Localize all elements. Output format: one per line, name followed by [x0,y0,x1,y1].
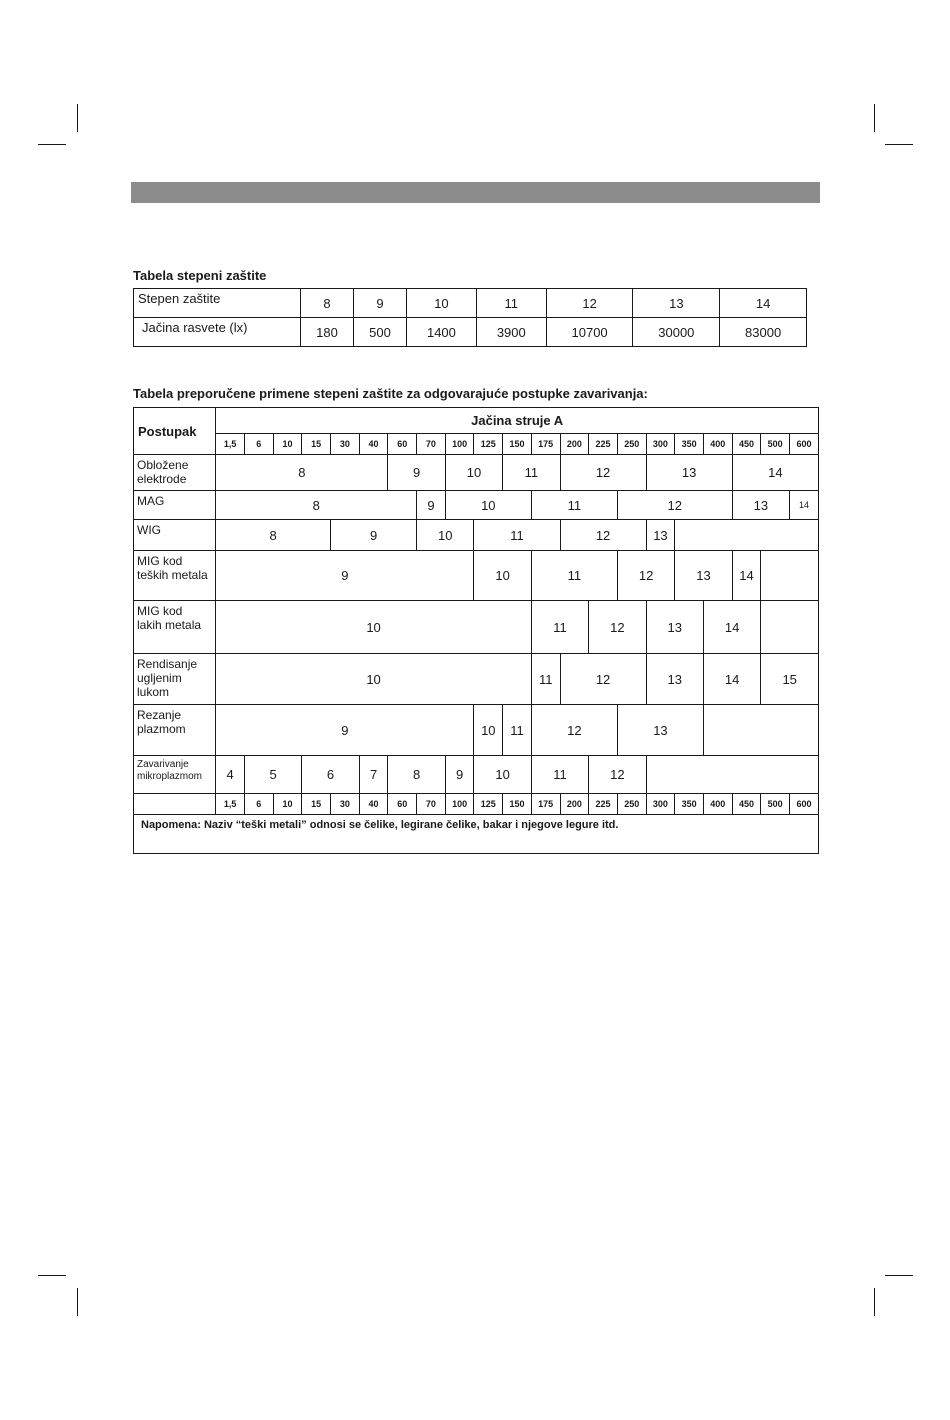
current-tick: 200 [560,794,589,815]
process-name-line: Obložene [137,458,189,472]
level-span: 10 [216,601,532,654]
empty-span [646,756,818,794]
table-row [134,455,819,491]
lux-cell: 1400 [407,318,477,347]
table-row [134,654,819,705]
current-tick: 100 [445,434,474,455]
current-tick: 70 [417,434,446,455]
lux-cell: 500 [354,318,407,347]
level-cell: 9 [354,289,407,318]
current-tick: 1,5 [216,434,245,455]
row-label-lux: Jačina rasvete (lx) [134,318,301,347]
current-tick: 40 [359,434,388,455]
table-row [134,705,819,756]
table1-title: Tabela stepeni zaštite [133,268,267,283]
level-cell: 14 [720,289,807,318]
level-span: 13 [646,455,732,491]
current-tick: 15 [302,794,331,815]
empty-span [761,601,819,654]
crop-mark-bottom-right-h [885,1275,913,1276]
footnote: Napomena: Naziv “teški metali” odnosi se čelike, legirane čelike, bakar i njegove legure itd. [134,815,819,854]
current-tick: 15 [302,434,331,455]
level-span: 11 [474,520,560,551]
lux-cell: 3900 [476,318,546,347]
row-label-level: Stepen zaštite [134,289,301,318]
process-name [134,756,216,794]
level-span: 10 [445,455,502,491]
current-tick: 350 [675,434,704,455]
process-name-line: lukom [137,685,170,699]
process-name [134,654,216,705]
process-name-line: MIG kod [137,604,183,618]
corner-label: Postupak [134,408,216,455]
level-span: 13 [675,551,732,601]
current-tick: 450 [732,794,761,815]
table-row [134,756,819,794]
process-name [134,455,216,491]
process-name-line: plazmom [137,722,186,736]
process-name-line: Zavarivanje [137,759,189,770]
current-tick: 250 [617,434,646,455]
level-span: 12 [531,705,617,756]
level-span: 11 [503,455,560,491]
level-span: 5 [244,756,301,794]
current-tick: 100 [445,794,474,815]
process-name [134,551,216,601]
level-span: 6 [302,756,359,794]
level-span: 12 [617,551,674,601]
table-row [134,551,819,601]
level-cell: 8 [301,289,354,318]
level-span: 9 [216,551,474,601]
level-span: 14 [790,491,819,520]
process-name-line: MIG kod [137,554,183,568]
current-tick: 60 [388,434,417,455]
current-tick: 30 [331,794,360,815]
current-tick: 6 [244,794,273,815]
level-span: 9 [417,491,446,520]
crop-mark-top-left-v [77,104,78,132]
process-name [134,705,216,756]
lux-cell: 83000 [720,318,807,347]
current-tick: 125 [474,434,503,455]
process-name-line: Rezanje [137,708,182,722]
current-tick: 125 [474,794,503,815]
level-span: 4 [216,756,245,794]
table-row [134,491,819,520]
level-span: 14 [732,455,818,491]
current-tick: 10 [273,794,302,815]
level-span: 8 [388,756,445,794]
section-header-bar [131,182,820,203]
protection-level-table [133,288,807,347]
level-span: 9 [331,520,417,551]
level-span: 12 [589,601,646,654]
level-span: 8 [216,491,417,520]
level-span: 13 [617,705,703,756]
current-tick: 300 [646,434,675,455]
level-span: 9 [445,756,474,794]
crop-mark-top-left-h [38,144,66,145]
level-span: 12 [560,520,646,551]
level-span: 14 [703,654,760,705]
current-tick: 225 [589,434,618,455]
level-span: 11 [503,705,532,756]
current-tick: 30 [331,434,360,455]
level-span: 11 [531,756,588,794]
current-tick: 150 [503,794,532,815]
current-tick: 450 [732,434,761,455]
level-span: 7 [359,756,388,794]
empty-span [703,705,818,756]
process-name: WIG [134,520,216,551]
crop-mark-bottom-left-v [77,1288,78,1316]
level-span: 11 [531,491,617,520]
level-span: 8 [216,455,388,491]
current-tick: 400 [703,794,732,815]
empty-span [675,520,819,551]
level-span: 11 [531,654,560,705]
crop-mark-top-right-v [874,104,875,132]
process-name-line: mikroplazmom [137,771,203,782]
crop-mark-top-right-h [885,144,913,145]
lux-cell: 10700 [546,318,633,347]
current-ticks-bottom [134,794,819,815]
level-span: 14 [703,601,760,654]
tick-corner [134,794,216,815]
process-name-line: teških metala [137,568,208,582]
current-tick: 500 [761,794,790,815]
current-tick: 150 [503,434,532,455]
level-span: 10 [474,705,503,756]
process-name-line: elektrode [137,472,187,486]
level-span: 9 [388,455,445,491]
level-span: 10 [445,491,531,520]
current-tick: 175 [531,794,560,815]
level-cell: 11 [476,289,546,318]
level-span: 13 [646,520,675,551]
level-span: 13 [646,601,703,654]
current-tick: 500 [761,434,790,455]
current-tick: 350 [675,794,704,815]
table-row [134,601,819,654]
current-ticks-top [134,434,819,455]
table2-title: Tabela preporučene primene stepeni zaštite za odgovarajuće postupke zavarivanja: [133,386,648,401]
level-span: 15 [761,654,819,705]
welding-process-table [133,407,819,854]
crop-mark-bottom-left-h [38,1275,66,1276]
table-row [134,520,819,551]
level-span: 12 [560,455,646,491]
current-tick: 300 [646,794,675,815]
current-tick: 70 [417,794,446,815]
current-tick: 600 [790,434,819,455]
process-name-line: Rendisanje [137,657,198,671]
level-span: 10 [474,551,531,601]
current-tick: 250 [617,794,646,815]
current-tick: 175 [531,434,560,455]
current-tick: 60 [388,794,417,815]
empty-span [761,551,819,601]
level-span: 12 [617,491,732,520]
level-cell: 13 [633,289,720,318]
level-span: 10 [216,654,532,705]
current-tick: 6 [244,434,273,455]
level-cell: 12 [546,289,633,318]
level-span: 11 [531,601,588,654]
table-row [134,289,807,318]
level-span: 14 [732,551,761,601]
level-span: 8 [216,520,331,551]
level-span: 13 [646,654,703,705]
current-header: Jačina struje A [216,408,819,434]
level-span: 11 [531,551,617,601]
level-cell: 10 [407,289,477,318]
process-name-line: ugljenim [137,671,182,685]
process-name-line: lakih metala [137,618,202,632]
level-span: 10 [474,756,531,794]
table-row [134,318,807,347]
current-tick: 600 [790,794,819,815]
current-tick: 225 [589,794,618,815]
current-tick: 40 [359,794,388,815]
level-span: 10 [417,520,474,551]
lux-cell: 180 [301,318,354,347]
level-span: 9 [216,705,474,756]
table-row [134,815,819,854]
level-span: 12 [560,654,646,705]
level-span: 13 [732,491,789,520]
table-row [134,408,819,434]
lux-cell: 30000 [633,318,720,347]
level-span: 12 [589,756,646,794]
crop-mark-bottom-right-v [874,1288,875,1316]
process-name: MAG [134,491,216,520]
current-tick: 10 [273,434,302,455]
current-tick: 400 [703,434,732,455]
process-name [134,601,216,654]
current-tick: 200 [560,434,589,455]
current-tick: 1,5 [216,794,245,815]
